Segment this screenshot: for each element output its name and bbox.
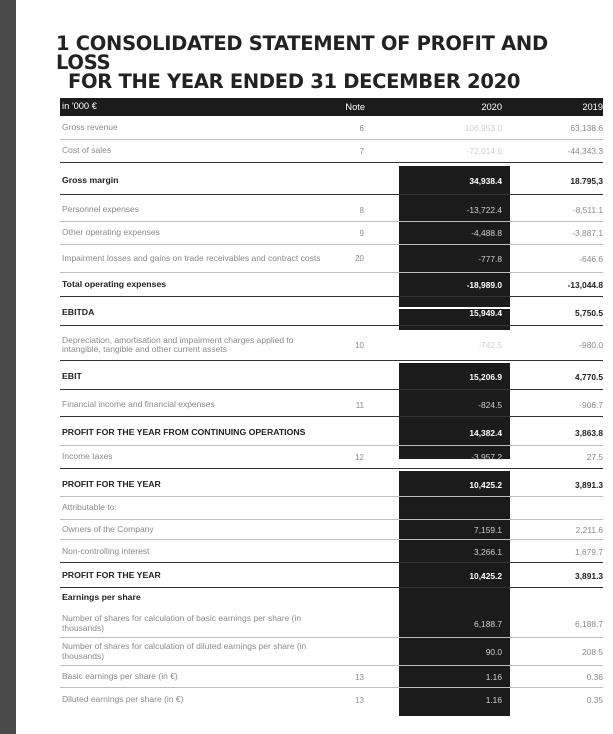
table-header xyxy=(60,98,603,116)
table-row xyxy=(60,365,603,389)
row-label: Impairment losses and gains on trade receivables and contract costs xyxy=(62,252,321,263)
row-note xyxy=(330,497,364,519)
row-value-2020: 34,938.4 xyxy=(469,176,502,186)
row-note xyxy=(330,421,364,445)
row-note xyxy=(330,473,364,496)
row-label: Diluted earnings per share (in €) xyxy=(62,694,184,705)
row-label: Basic earnings per share (in €) xyxy=(62,671,178,682)
table-row xyxy=(60,667,603,687)
row-value-2019: 1,679.7 xyxy=(575,547,603,557)
row-label: Number of shares for calculation of diluted earnings per share (in thousands) xyxy=(62,641,307,661)
row-value-2020: 10,425.2 xyxy=(469,479,502,490)
row-value-2019: 3,891.3 xyxy=(575,479,603,490)
table-row xyxy=(60,117,603,139)
row-value-2020: -18,989.0 xyxy=(466,279,502,290)
row-note xyxy=(330,520,364,539)
table-row xyxy=(60,564,603,587)
row-value-2020: 1.16 xyxy=(485,672,502,682)
row-note: 12 xyxy=(355,452,364,462)
row-value-2020: 3,266.1 xyxy=(474,547,502,557)
row-value-2020: 15,949.4 xyxy=(469,308,502,318)
row-label: Gross revenue xyxy=(62,122,118,133)
table-row xyxy=(60,245,603,272)
row-label: PROFIT FOR THE YEAR FROM CONTINUING OPERATIONS xyxy=(62,427,306,438)
title-line-2: FOR THE YEAR ENDED 31 DECEMBER 2020 xyxy=(68,70,521,93)
row-value-2020: 6,188.7 xyxy=(474,618,502,629)
row-note xyxy=(330,168,364,194)
row-value-2019: 27.5 xyxy=(586,452,603,462)
row-value-2020: 10,425.2 xyxy=(469,570,502,581)
table-row xyxy=(60,421,603,445)
table-row xyxy=(60,140,603,162)
row-label: EBIT xyxy=(62,371,82,382)
row-value-2019: 5,750.5 xyxy=(575,308,603,318)
row-value-2019 xyxy=(512,588,603,608)
row-value-2019: 4,770.5 xyxy=(575,372,603,382)
table-row xyxy=(60,446,603,468)
row-divider xyxy=(60,360,603,361)
row-value-2020: -742.5 xyxy=(478,340,502,350)
row-note: 13 xyxy=(355,695,364,705)
row-note: 6 xyxy=(359,123,364,133)
row-value-2020: 15,206.9 xyxy=(469,372,502,382)
table-row xyxy=(60,689,603,711)
row-value-2019: -13,044.8 xyxy=(567,279,603,290)
row-value-2019: 2,211.6 xyxy=(575,524,603,535)
table-row xyxy=(60,222,603,244)
row-note xyxy=(330,638,364,665)
row-value-2019: -980.0 xyxy=(579,340,603,350)
header-unit-label: in '000 € xyxy=(62,101,97,112)
table-row xyxy=(60,520,603,539)
table-row xyxy=(60,273,603,296)
row-label: Attributable to: xyxy=(62,502,117,513)
table-row xyxy=(60,588,603,608)
title-line-1: 1 CONSOLIDATED STATEMENT OF PROFIT AND LOSS xyxy=(56,32,548,74)
header-year-2020: 2020 xyxy=(481,102,502,112)
row-value-2020: 90.0 xyxy=(485,646,502,657)
table-row xyxy=(60,168,603,194)
row-divider xyxy=(60,468,603,469)
row-label: Other operating expenses xyxy=(62,227,160,238)
table-row xyxy=(60,301,603,325)
row-divider xyxy=(60,416,603,417)
row-note: 20 xyxy=(355,254,364,263)
statement-page xyxy=(16,0,613,734)
row-value-2019: 63,138.6 xyxy=(570,123,603,133)
table-row xyxy=(60,638,603,665)
row-divider xyxy=(60,162,603,163)
row-value-2019: 208.5 xyxy=(582,646,603,657)
row-value-2019: -646.6 xyxy=(579,253,603,264)
row-label: Gross margin xyxy=(62,175,119,186)
row-label: PROFIT FOR THE YEAR xyxy=(62,569,161,580)
row-value-2020 xyxy=(399,588,510,608)
row-value-2019: -3,887.1 xyxy=(572,228,603,238)
row-value-2020: 1.16 xyxy=(485,695,502,705)
row-value-2020: 106,953.0 xyxy=(464,123,502,133)
table-row xyxy=(60,497,603,519)
row-note xyxy=(330,273,364,296)
row-label: Income taxes xyxy=(62,451,113,462)
row-label: PROFIT FOR THE YEAR xyxy=(62,478,161,489)
row-value-2019 xyxy=(512,497,603,519)
row-note: 7 xyxy=(359,146,364,156)
row-value-2020: -3,957.2 xyxy=(471,452,502,462)
row-label: Owners of the Company xyxy=(62,523,154,534)
row-divider xyxy=(60,296,603,297)
row-divider xyxy=(60,194,603,195)
row-note xyxy=(330,365,364,389)
row-note: 13 xyxy=(355,672,364,682)
row-note xyxy=(330,542,364,562)
row-note xyxy=(330,588,364,608)
row-value-2019: 6,188.7 xyxy=(575,618,603,629)
table-row xyxy=(60,394,603,416)
row-divider xyxy=(60,389,603,390)
row-value-2020: -13,722.4 xyxy=(466,205,502,215)
table-row xyxy=(60,542,603,562)
row-value-2020: 14,382.4 xyxy=(469,428,502,438)
row-label: Cost of sales xyxy=(62,145,112,156)
row-value-2020: -72,014.6 xyxy=(466,146,502,156)
row-value-2020: -824.5 xyxy=(478,400,502,410)
row-label: Depreciation, amortisation and impairment charges applied to intangible, tangible and other current assets xyxy=(62,334,294,354)
table-row xyxy=(60,473,603,496)
row-label: Financial income and financial expenses xyxy=(62,399,215,410)
row-label: Number of shares for calculation of basic earnings per share (in thousands) xyxy=(62,613,302,633)
header-note: Note xyxy=(345,102,365,112)
row-note xyxy=(330,610,364,637)
row-value-2019: -44,343.3 xyxy=(567,146,603,156)
row-note xyxy=(330,564,364,587)
row-label: EBITDA xyxy=(62,307,95,318)
table-row xyxy=(60,199,603,221)
row-divider xyxy=(60,325,603,326)
row-value-2019: 0.35 xyxy=(586,695,603,705)
row-divider xyxy=(60,539,603,540)
row-label: Total operating expenses xyxy=(62,278,167,289)
row-divider xyxy=(60,665,603,666)
row-divider xyxy=(60,687,603,688)
row-value-2019: 18.795,3 xyxy=(570,176,603,186)
row-note xyxy=(330,301,364,325)
row-label: Personnel expenses xyxy=(62,204,140,215)
row-note: 11 xyxy=(355,400,364,410)
row-value-2019: 3,891.3 xyxy=(575,570,603,581)
header-year-2019: 2019 xyxy=(582,102,603,112)
row-value-2020: -4,488.8 xyxy=(471,228,502,238)
row-note: 9 xyxy=(359,228,364,238)
row-note: 10 xyxy=(355,340,364,350)
row-value-2019: -8,511.1 xyxy=(572,205,603,215)
page-title xyxy=(56,34,596,91)
row-value-2020: 7,159.1 xyxy=(474,524,502,535)
row-divider xyxy=(60,562,603,563)
row-value-2020: -777.8 xyxy=(478,253,502,264)
row-value-2019: 0.36 xyxy=(586,672,603,682)
row-value-2020 xyxy=(399,497,510,519)
row-label: Earnings per share xyxy=(62,592,141,603)
row-value-2019: -906.7 xyxy=(579,400,603,410)
table-row xyxy=(60,610,603,637)
row-note: 8 xyxy=(359,205,364,215)
row-value-2019: 3,863.8 xyxy=(575,428,603,438)
table-row xyxy=(60,330,603,360)
row-label: Non-controlling interest xyxy=(62,546,150,557)
